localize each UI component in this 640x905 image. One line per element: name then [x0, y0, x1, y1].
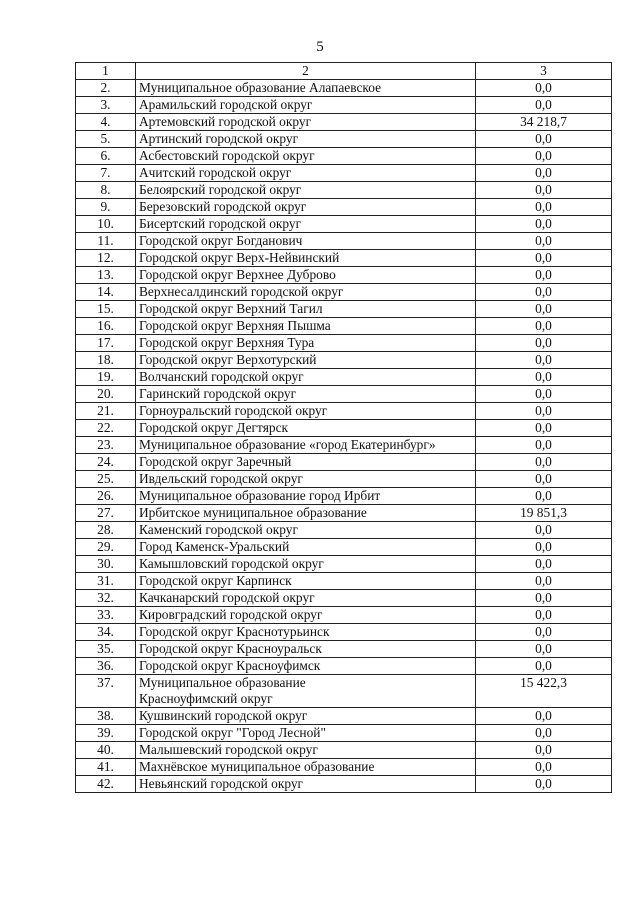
row-number: 17. [76, 335, 136, 352]
municipality-name: Муниципальное образование Алапаевское [136, 80, 476, 97]
column-header-value: 3 [476, 63, 612, 80]
municipality-name: Ачитский городской округ [136, 165, 476, 182]
column-header-number: 1 [76, 63, 136, 80]
row-number: 10. [76, 216, 136, 233]
amount-value: 0,0 [476, 437, 612, 454]
row-number: 42. [76, 776, 136, 793]
amount-value: 0,0 [476, 199, 612, 216]
table-row [76, 165, 612, 182]
amount-value: 0,0 [476, 725, 612, 742]
amount-value: 0,0 [476, 624, 612, 641]
table-row [76, 505, 612, 522]
table-row [76, 539, 612, 556]
table-row [76, 403, 612, 420]
municipality-name: Городской округ "Город Лесной" [136, 725, 476, 742]
row-number: 14. [76, 284, 136, 301]
table-row [76, 352, 612, 369]
table-row [76, 250, 612, 267]
row-number: 33. [76, 607, 136, 624]
municipality-name: Ивдельский городской округ [136, 471, 476, 488]
row-number: 15. [76, 301, 136, 318]
municipality-name: Невьянский городской округ [136, 776, 476, 793]
row-number: 20. [76, 386, 136, 403]
amount-value: 15 422,3 [476, 675, 612, 708]
amount-value: 0,0 [476, 403, 612, 420]
amount-value: 0,0 [476, 607, 612, 624]
table-row [76, 641, 612, 658]
municipality-name: Муниципальное образование «город Екатеринбург» [136, 437, 476, 454]
row-number: 4. [76, 114, 136, 131]
row-number: 38. [76, 708, 136, 725]
table-row [76, 114, 612, 131]
municipality-name: Качканарский городской округ [136, 590, 476, 607]
row-number: 25. [76, 471, 136, 488]
table-row [76, 148, 612, 165]
amount-value: 0,0 [476, 284, 612, 301]
row-number: 29. [76, 539, 136, 556]
municipality-name [136, 675, 476, 708]
amount-value: 0,0 [476, 641, 612, 658]
amount-value: 0,0 [476, 250, 612, 267]
amount-value: 0,0 [476, 80, 612, 97]
amount-value: 0,0 [476, 708, 612, 725]
amount-value: 0,0 [476, 148, 612, 165]
table-row [76, 454, 612, 471]
table-row [76, 624, 612, 641]
row-number: 34. [76, 624, 136, 641]
municipality-name: Камышловский городской округ [136, 556, 476, 573]
amount-value: 0,0 [476, 454, 612, 471]
row-number: 37. [76, 675, 136, 708]
table-row [76, 420, 612, 437]
row-number: 22. [76, 420, 136, 437]
municipality-table [75, 62, 612, 793]
municipality-name: Асбестовский городской округ [136, 148, 476, 165]
row-number: 18. [76, 352, 136, 369]
table-row [76, 708, 612, 725]
amount-value: 0,0 [476, 97, 612, 114]
municipality-name: Кушвинский городской округ [136, 708, 476, 725]
table-row [76, 80, 612, 97]
amount-value: 0,0 [476, 233, 612, 250]
municipality-name: Артемовский городской округ [136, 114, 476, 131]
amount-value: 0,0 [476, 420, 612, 437]
amount-value: 0,0 [476, 386, 612, 403]
amount-value: 0,0 [476, 352, 612, 369]
municipality-name: Арамильский городской округ [136, 97, 476, 114]
row-number: 7. [76, 165, 136, 182]
table-row [76, 437, 612, 454]
table-row [76, 131, 612, 148]
row-number: 32. [76, 590, 136, 607]
amount-value: 19 851,3 [476, 505, 612, 522]
table-row [76, 675, 612, 708]
table-row [76, 607, 612, 624]
row-number: 31. [76, 573, 136, 590]
table-row [76, 742, 612, 759]
municipality-name: Городской округ Карпинск [136, 573, 476, 590]
row-number: 3. [76, 97, 136, 114]
row-number: 28. [76, 522, 136, 539]
municipality-name: Городской округ Верхняя Пышма [136, 318, 476, 335]
row-number: 40. [76, 742, 136, 759]
row-number: 30. [76, 556, 136, 573]
amount-value: 0,0 [476, 556, 612, 573]
municipality-name: Бисертский городской округ [136, 216, 476, 233]
municipality-name: Артинский городской округ [136, 131, 476, 148]
municipality-name: Городской округ Красноуфимск [136, 658, 476, 675]
municipality-name: Малышевский городской округ [136, 742, 476, 759]
amount-value: 0,0 [476, 182, 612, 199]
municipality-name: Городской округ Заречный [136, 454, 476, 471]
row-number: 36. [76, 658, 136, 675]
row-number: 39. [76, 725, 136, 742]
municipality-name: Городской округ Верх-Нейвинский [136, 250, 476, 267]
amount-value: 0,0 [476, 267, 612, 284]
municipality-name: Белоярский городской округ [136, 182, 476, 199]
table-row [76, 216, 612, 233]
amount-value: 0,0 [476, 335, 612, 352]
row-number: 41. [76, 759, 136, 776]
table-row [76, 182, 612, 199]
row-number: 13. [76, 267, 136, 284]
municipality-name: Гаринский городской округ [136, 386, 476, 403]
municipality-name: Березовский городской округ [136, 199, 476, 216]
table-row [76, 233, 612, 250]
table-row [76, 776, 612, 793]
row-number: 23. [76, 437, 136, 454]
table-row [76, 488, 612, 505]
table-row [76, 590, 612, 607]
municipality-name: Волчанский городской округ [136, 369, 476, 386]
municipality-name: Муниципальное образование город Ирбит [136, 488, 476, 505]
table-row [76, 284, 612, 301]
row-number: 26. [76, 488, 136, 505]
amount-value: 34 218,7 [476, 114, 612, 131]
amount-value: 0,0 [476, 590, 612, 607]
table-row [76, 267, 612, 284]
amount-value: 0,0 [476, 369, 612, 386]
municipality-name: Городской округ Дегтярск [136, 420, 476, 437]
municipality-name: Городской округ Верхотурский [136, 352, 476, 369]
table-row [76, 725, 612, 742]
amount-value: 0,0 [476, 488, 612, 505]
table-row [76, 369, 612, 386]
table-row [76, 97, 612, 114]
row-number: 2. [76, 80, 136, 97]
municipality-name: Горноуральский городской округ [136, 403, 476, 420]
table-row [76, 573, 612, 590]
row-number: 6. [76, 148, 136, 165]
table-row [76, 335, 612, 352]
municipality-name: Верхнесалдинский городской округ [136, 284, 476, 301]
table-row [76, 471, 612, 488]
row-number: 8. [76, 182, 136, 199]
row-number: 35. [76, 641, 136, 658]
municipality-name: Городской округ Краснотурьинск [136, 624, 476, 641]
row-number: 19. [76, 369, 136, 386]
table-body [76, 63, 612, 793]
municipality-name: Городской округ Верхний Тагил [136, 301, 476, 318]
row-number: 5. [76, 131, 136, 148]
amount-value: 0,0 [476, 522, 612, 539]
table-row [76, 199, 612, 216]
amount-value: 0,0 [476, 301, 612, 318]
row-number: 21. [76, 403, 136, 420]
municipality-name-line: Красноуфимский округ [139, 691, 273, 706]
table-row [76, 658, 612, 675]
row-number: 11. [76, 233, 136, 250]
municipality-name: Городской округ Богданович [136, 233, 476, 250]
municipality-name-line: Муниципальное образование [139, 675, 306, 690]
table-header-row [76, 63, 612, 80]
municipality-name: Городской округ Красноуральск [136, 641, 476, 658]
amount-value: 0,0 [476, 131, 612, 148]
column-header-name: 2 [136, 63, 476, 80]
amount-value: 0,0 [476, 759, 612, 776]
municipality-name: Каменский городской округ [136, 522, 476, 539]
row-number: 24. [76, 454, 136, 471]
municipality-name: Ирбитское муниципальное образование [136, 505, 476, 522]
table-row [76, 301, 612, 318]
amount-value: 0,0 [476, 742, 612, 759]
row-number: 9. [76, 199, 136, 216]
municipality-name: Городской округ Верхняя Тура [136, 335, 476, 352]
table-row [76, 318, 612, 335]
row-number: 27. [76, 505, 136, 522]
page-number: 5 [316, 39, 324, 55]
municipality-name: Город Каменск-Уральский [136, 539, 476, 556]
row-number: 16. [76, 318, 136, 335]
amount-value: 0,0 [476, 776, 612, 793]
table-row [76, 386, 612, 403]
table-row [76, 522, 612, 539]
municipality-name: Городской округ Верхнее Дуброво [136, 267, 476, 284]
table-row [76, 556, 612, 573]
amount-value: 0,0 [476, 216, 612, 233]
municipality-name: Махнёвское муниципальное образование [136, 759, 476, 776]
amount-value: 0,0 [476, 165, 612, 182]
amount-value: 0,0 [476, 658, 612, 675]
amount-value: 0,0 [476, 573, 612, 590]
municipality-name: Кировградский городской округ [136, 607, 476, 624]
amount-value: 0,0 [476, 471, 612, 488]
table-row [76, 759, 612, 776]
row-number: 12. [76, 250, 136, 267]
amount-value: 0,0 [476, 539, 612, 556]
amount-value: 0,0 [476, 318, 612, 335]
